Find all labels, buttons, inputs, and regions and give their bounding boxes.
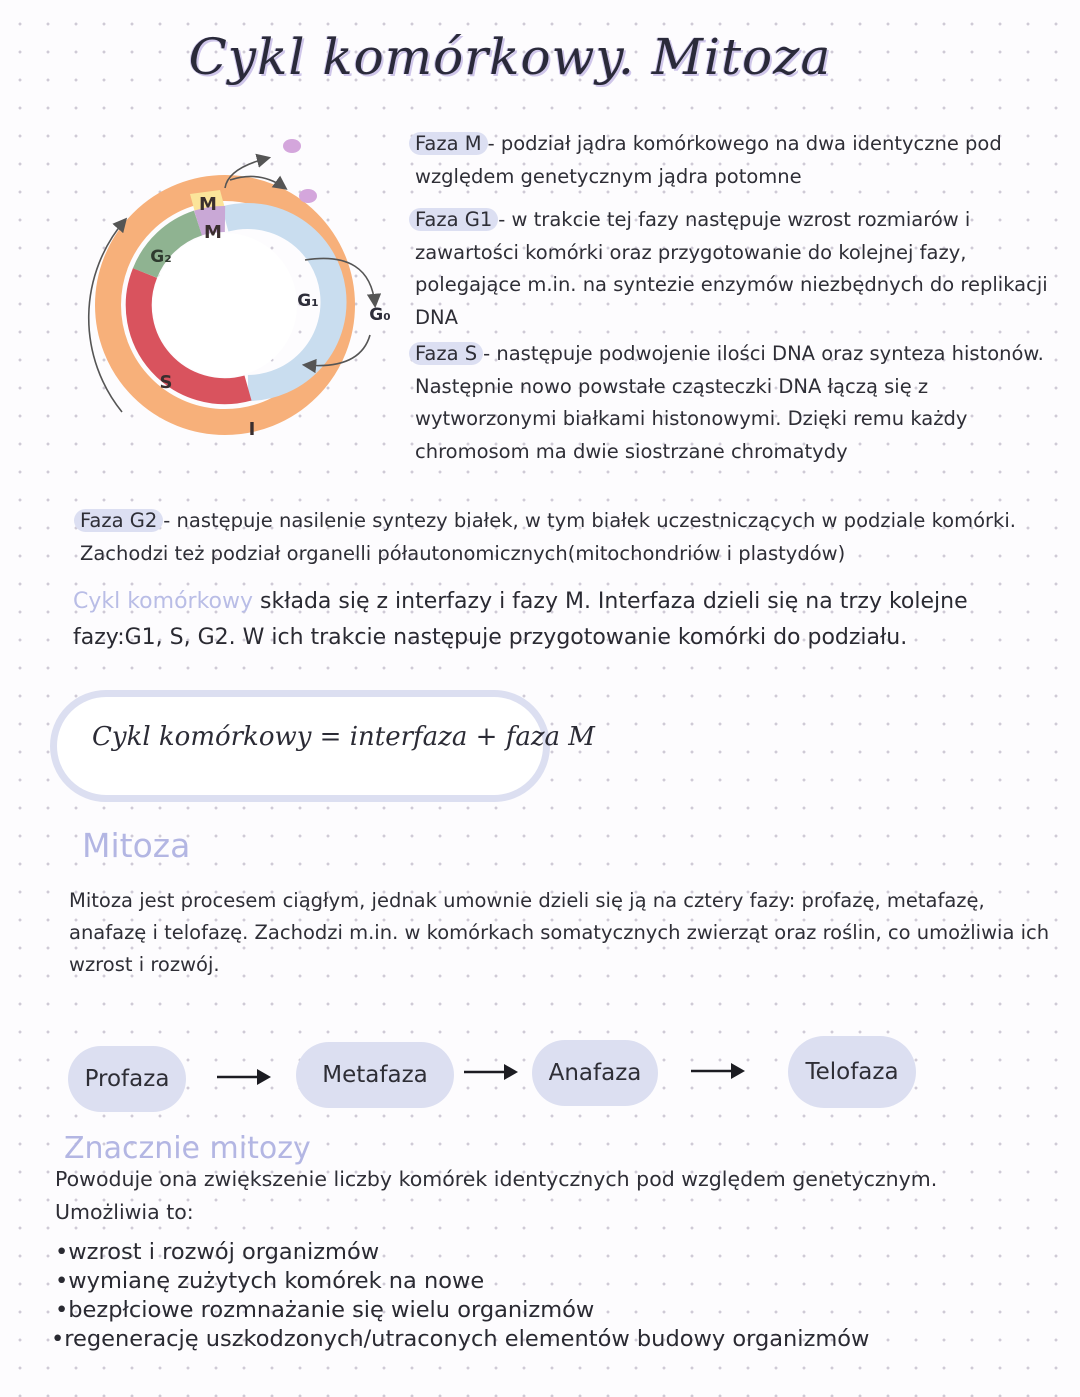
bullet-4: •regenerację uszkodzonych/utraconych elementów budowy organizmów — [51, 1326, 870, 1352]
znaczenie-text-1: Powoduje ona zwiększenie liczby komórek identycznych pod względem genetycznym. — [55, 1167, 938, 1191]
phase-m-text: - podział jądra komórkowego na dwa identyczne pod względem genetycznym jądra potomne — [415, 132, 1002, 188]
label-m-outer: M — [199, 194, 217, 215]
label-m-inner: M — [204, 222, 222, 243]
mitoza-heading: Mitoza — [82, 826, 191, 865]
label-g1: G₁ — [297, 291, 319, 311]
phase-g2-label: Faza G2 — [74, 509, 163, 532]
label-i: I — [248, 419, 256, 440]
stage-telofaza — [788, 1036, 916, 1108]
phase-m-label: Faza M — [409, 132, 488, 155]
znaczenie-heading: Znacznie mitozy — [64, 1131, 311, 1166]
cycle-def-text: składa się z interfazy i fazy M. Interfaza dzieli się na trzy kolejne fazy:G1, S, G2. W ich trakcie następuje przygotowanie komórki do podziału. — [73, 589, 968, 650]
stage-metafaza — [296, 1042, 454, 1108]
stage-profaza — [68, 1046, 186, 1112]
stage-telofaza-label: Telofaza — [805, 1059, 899, 1085]
stage-metafaza-label: Metafaza — [322, 1062, 428, 1088]
phase-g1-text: - w trakcie tej fazy następuje wzrost rozmiarów i zawartości komórki oraz przygotowanie do kolejnej fazy, polegające m.in. na syntezie enzymów niezbędnych do replikacji DNA — [415, 208, 1048, 329]
inner-circle — [153, 233, 297, 377]
phase-g1-desc — [415, 204, 1050, 334]
phase-s-desc — [415, 338, 1050, 468]
arrow-1-icon — [215, 1066, 275, 1088]
phase-g2-desc — [80, 505, 1040, 570]
mitoza-text: Mitoza jest procesem ciągłym, jednak umownie dzieli się ją na cztery fazy: profazę, metafazę, anafazę i telofazę. Zachodzi m.in. w komórkach somatycznych zwierząt oraz roślin, co umożliwia ich wzrost i rozwój. — [69, 889, 1050, 976]
label-g2: G₂ — [150, 247, 172, 267]
daughter-cell-1 — [283, 139, 301, 153]
stage-profaza-label: Profaza — [84, 1066, 170, 1092]
arrow-3-icon — [689, 1060, 749, 1082]
bullet-2: •wymianę zużytych komórek na nowe — [55, 1268, 485, 1294]
formula-text: Cykl komórkowy = interfaza + faza M — [92, 722, 595, 752]
znaczenie-bullets — [51, 1238, 1055, 1354]
label-s: S — [159, 372, 173, 393]
stage-anafaza — [532, 1040, 658, 1106]
phase-s-text: - następuje podwojenie ilości DNA oraz synteza histonów. Następnie nowo powstałe cząsteczki DNA łączą się z wytworzonymi białkami histonowymi. Dzięki remu każdy chromosom ma dwie siostrzane chromatydy — [415, 342, 1044, 463]
label-g0: G₀ — [369, 305, 391, 325]
znaczenie-text-2: Umożliwia to: — [55, 1200, 194, 1224]
page-title: Cykl komórkowy. Mitoza — [188, 28, 832, 86]
cycle-definition — [73, 584, 1003, 656]
phase-s-label: Faza S — [409, 342, 483, 365]
bullet-3: •bezpłciowe rozmnażanie się wielu organizmów — [55, 1297, 595, 1323]
phase-g2-text: - następuje nasilenie syntezy białek, w tym białek uczestniczących w podziale komórki. Zachodzi też podział organelli półautonomicznych(mitochondriów i plastydów) — [80, 509, 1016, 565]
daughter-cell-2 — [299, 189, 317, 203]
phase-m-desc — [415, 128, 1045, 193]
cycle-term: Cykl komórkowy — [73, 589, 254, 614]
phase-g1-label: Faza G1 — [409, 208, 498, 231]
arrow-2-icon — [462, 1061, 522, 1083]
bullet-1: •wzrost i rozwój organizmów — [55, 1239, 380, 1265]
stage-anafaza-label: Anafaza — [548, 1060, 642, 1086]
cell-cycle-diagram — [70, 120, 410, 460]
